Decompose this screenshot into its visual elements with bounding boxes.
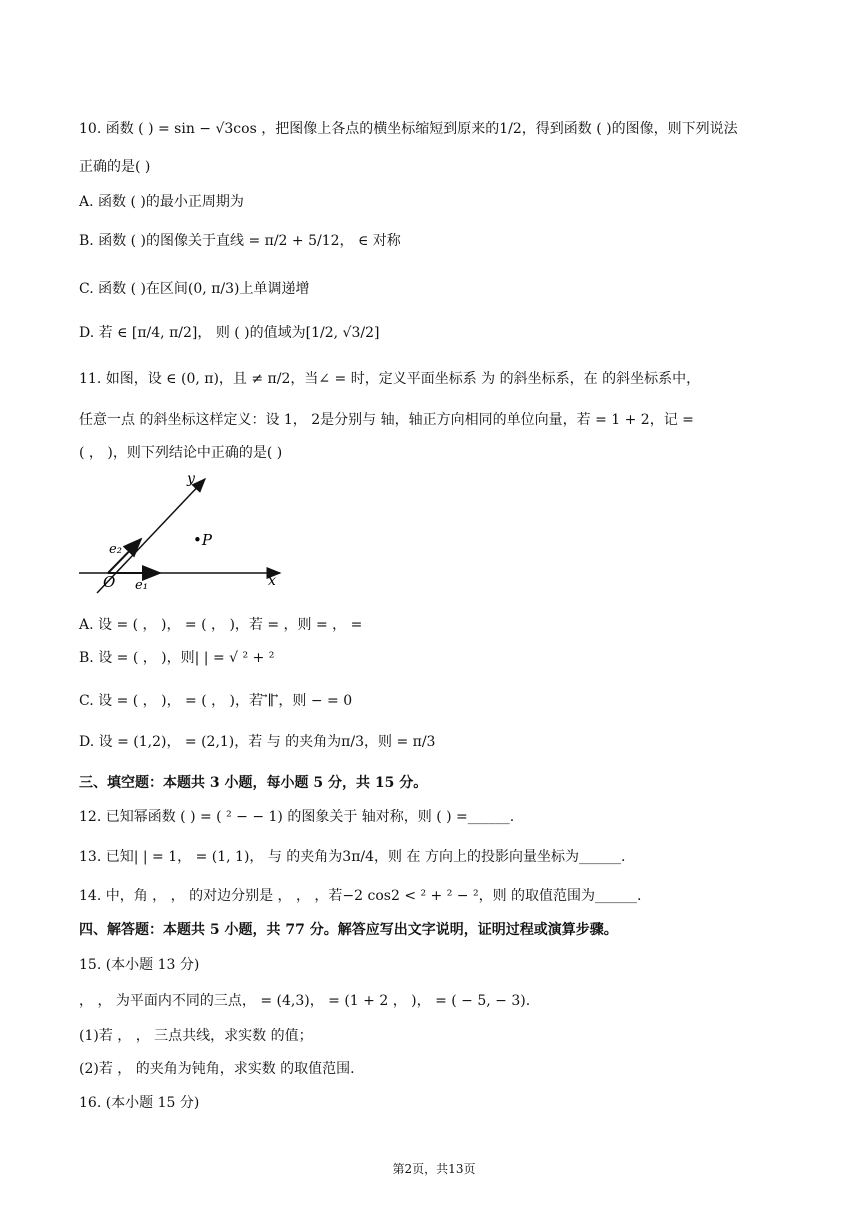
- origin-label: O: [103, 573, 116, 591]
- q11-stem-line1: 11. 如图，设 ∈ (0, π)，且 ≠ π/2，当∠ = 时，定义平面坐标系 为 的斜坐标系，在 的斜坐标系中，: [79, 371, 701, 387]
- q15-part1: (1)若 ， ， 三点共线，求实数 的值；: [79, 1028, 313, 1044]
- q10-option-d: D. 若 ∈ [π/4, π/2]， 则 ( )的值域为[1/2, √3/2]: [79, 325, 380, 341]
- q11-stem-line2: 任意一点 的斜坐标这样定义：设 1， 2是分别与 轴，轴正方向相同的单位向量，若 = 1 + 2，记 =: [79, 412, 694, 428]
- q10-option-c: C. 函数 ( )在区间(0, π/3)上单调递增: [79, 281, 310, 297]
- q11-option-d: D. 设 = (1,2)， = (2,1)，若 与 的夹角为π/3，则 = π/3: [79, 734, 436, 750]
- q15-given: ， ， 为平面内不同的三点， = (4,3)， = (1 + 2 ， )， = ( − 5, − 3).: [79, 993, 531, 1009]
- y-axis-label: y: [187, 471, 195, 487]
- q11-option-c: C. 设 = ( ， )， = ( ， )，若 ⃗∥ ⃗，则 − = 0: [79, 693, 353, 709]
- q11-option-a: A. 设 = ( ， )， = ( ， )，若 = ，则 = ， =: [79, 617, 363, 633]
- page-footer: 第2页，共13页: [392, 1162, 476, 1176]
- q10-stem-line2: 正确的是( ): [79, 159, 151, 175]
- q15-part2: (2)若 ， 的夹角为钝角，求实数 的取值范围.: [79, 1061, 355, 1077]
- q14: 14. 中，角 ， ， 的对边分别是 ， ， ，若−2 cos2 < ² + ² − ²，则 的取值范围为______.: [79, 888, 642, 904]
- point-p-label: •P: [193, 531, 212, 549]
- oblique-coordinate-figure: [75, 465, 295, 595]
- q11-stem-line3: ( ， )，则下列结论中正确的是( ): [79, 445, 283, 461]
- section-solve-heading: 四、解答题：本题共 5 小题，共 77 分。解答应写出文字说明，证明过程或演算步骤。: [79, 922, 618, 938]
- q12: 12. 已知幂函数 ( ) = ( ² − − 1) 的图象关于 轴对称，则 ( ) =______.: [79, 809, 515, 825]
- q10-stem-line1: 10. 函数 ( ) = sin − √3cos ，把图像上各点的横坐标缩短到原来的1/2，得到函数 ( )的图像，则下列说法: [79, 121, 738, 137]
- q10-option-b: B. 函数 ( )的图像关于直线 = π/2 + 5/12， ∈ 对称: [79, 233, 401, 249]
- q16-title: 16. (本小题 15 分): [79, 1095, 200, 1111]
- section-fill-in-blank-heading: 三、填空题：本题共 3 小题，每小题 5 分，共 15 分。: [79, 775, 428, 791]
- e2-label: e₂: [109, 542, 122, 557]
- e1-label: e₁: [135, 578, 148, 593]
- q13: 13. 已知| | = 1， = (1, 1)， 与 的夹角为3π/4，则 在 方向上的投影向量坐标为______.: [79, 849, 626, 865]
- q10-option-a: A. 函数 ( )的最小正周期为: [79, 194, 244, 210]
- q15-title: 15. (本小题 13 分): [79, 957, 200, 973]
- x-axis-label: x: [268, 573, 276, 589]
- q11-option-b: B. 设 = ( ， )，则| | = √ ² + ²: [79, 650, 275, 666]
